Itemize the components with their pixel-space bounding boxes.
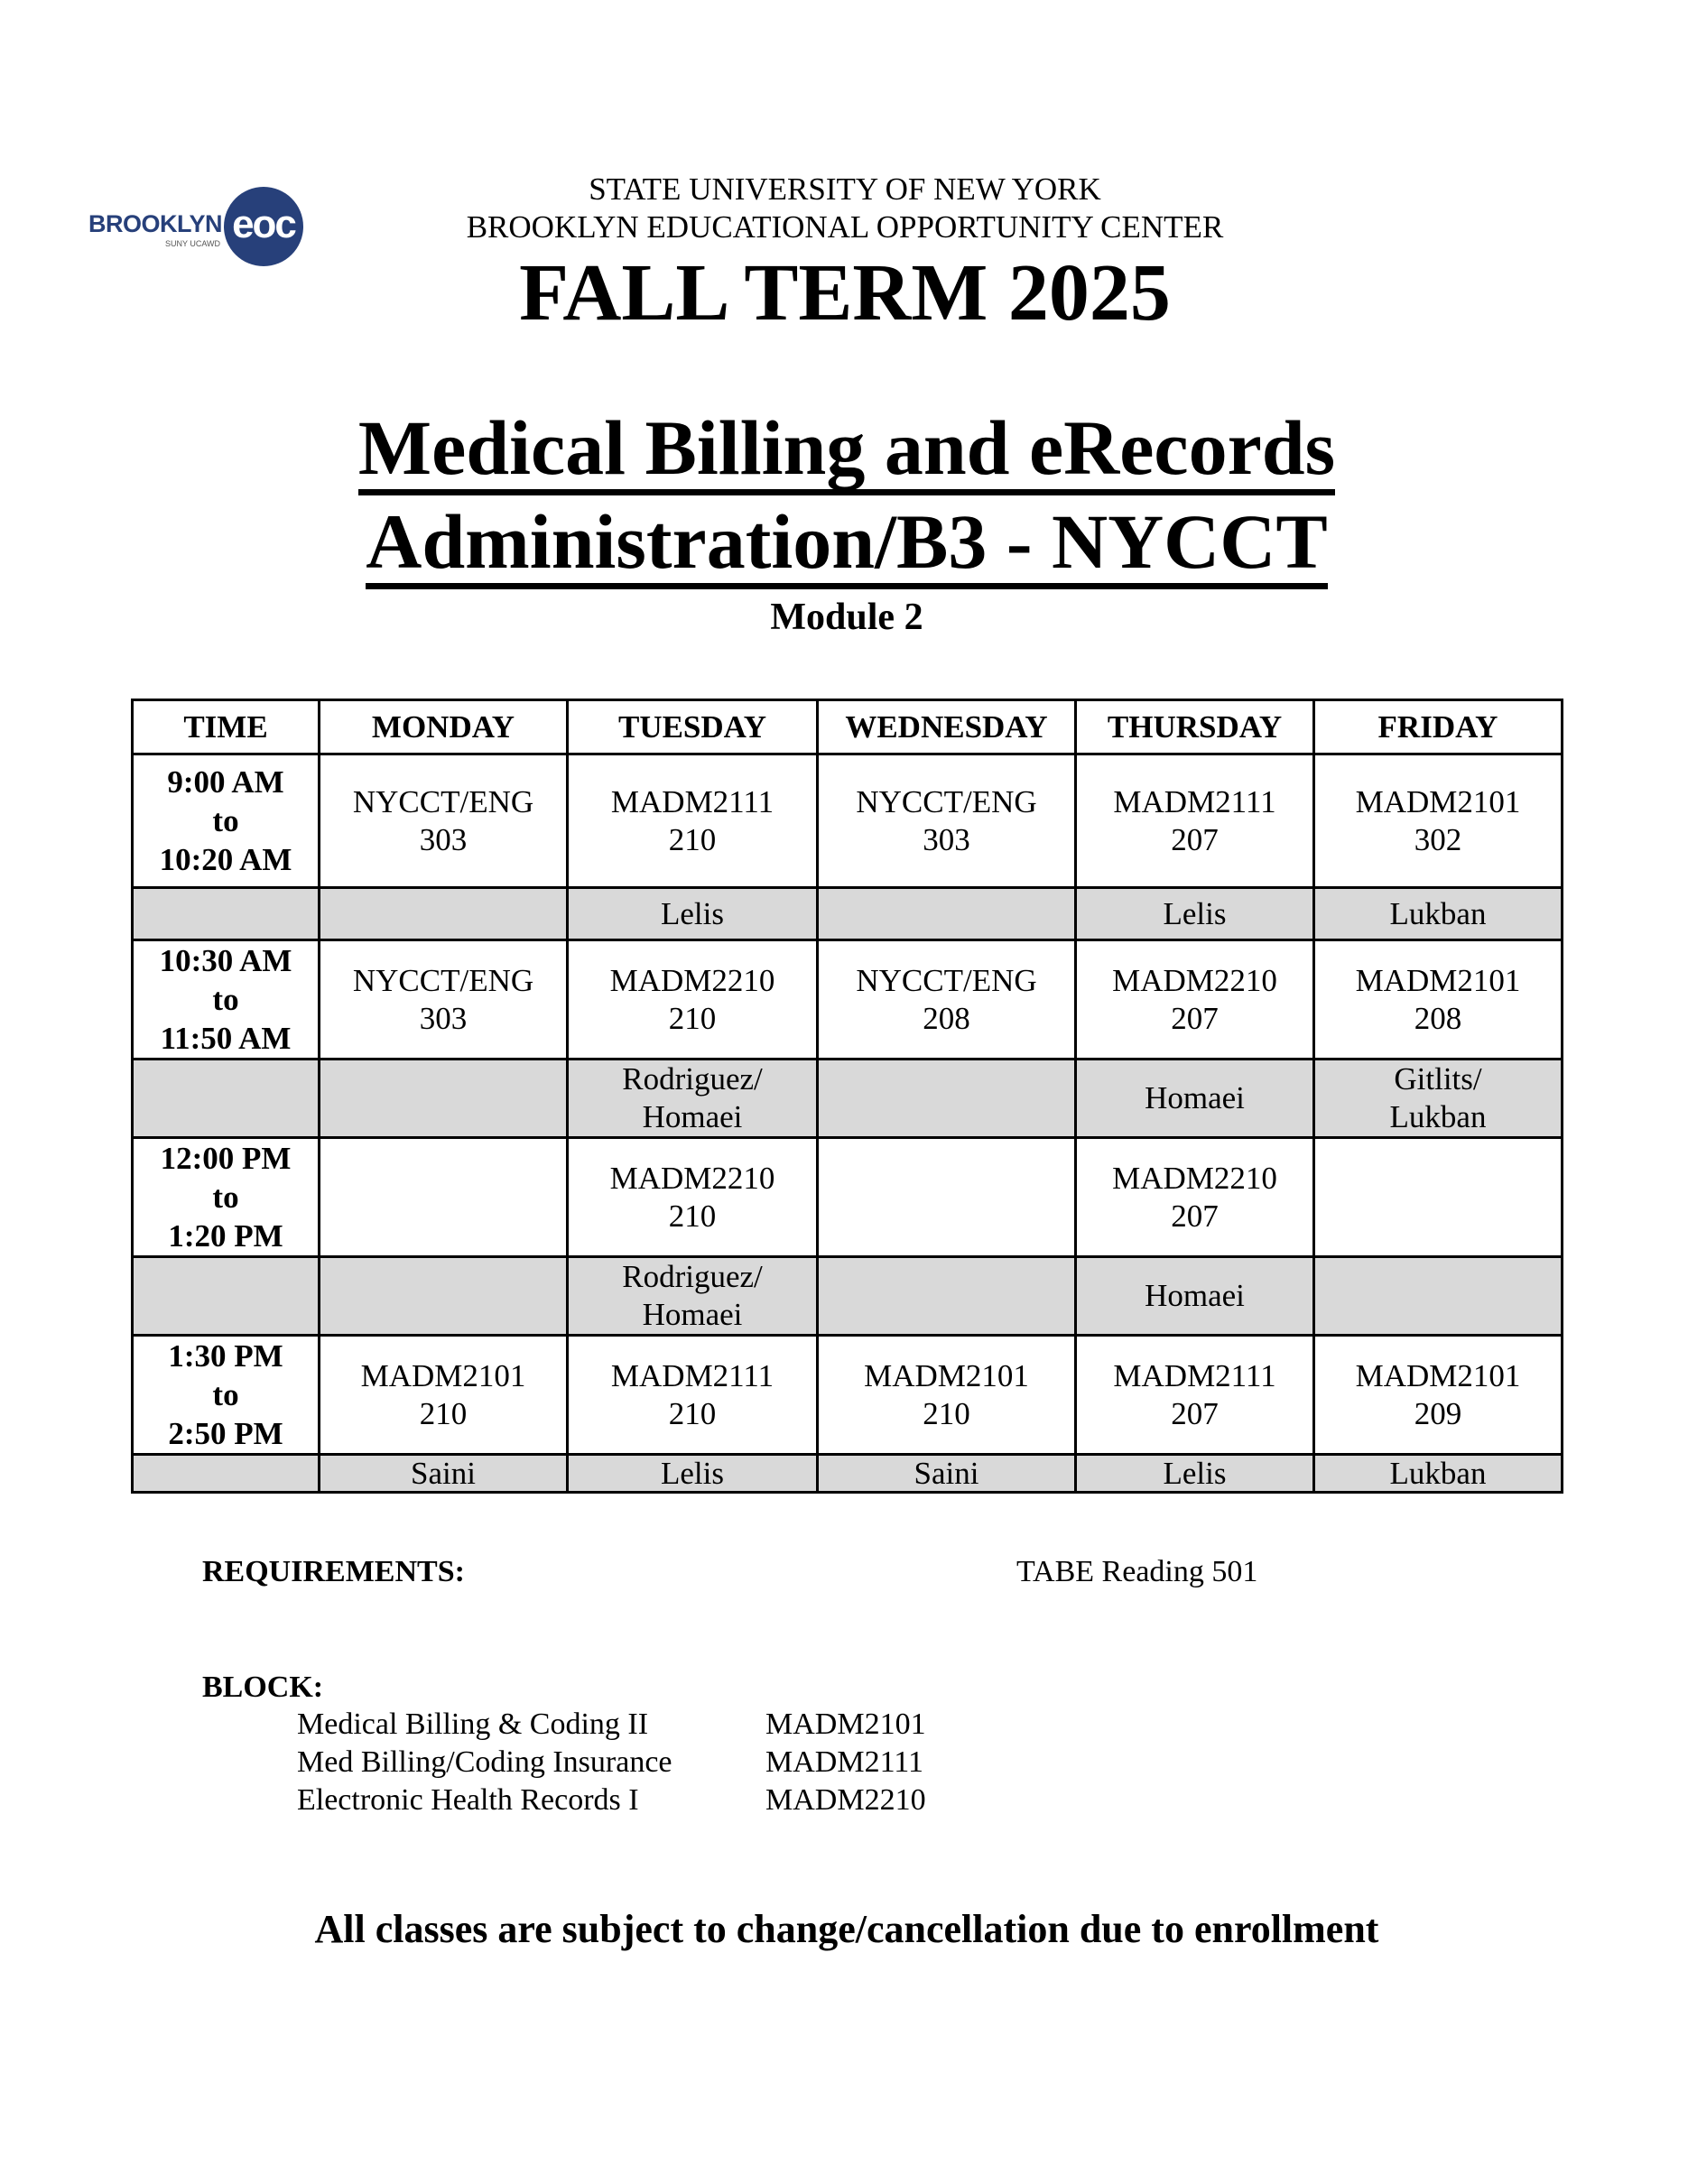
instructor-time-spacer	[133, 888, 320, 940]
block-course-code: MADM2210	[765, 1783, 926, 1817]
course-code: MADM2101	[360, 1357, 526, 1393]
room-number: 207	[1171, 1000, 1219, 1036]
instructor-cell-wednesday	[818, 1455, 1076, 1493]
course-code: NYCCT/ENG	[352, 962, 534, 998]
room-number: 210	[668, 1198, 717, 1234]
room-number: 210	[668, 1000, 717, 1036]
instructor-name: Lelis	[661, 895, 724, 931]
time-text: 10:20 AM	[159, 842, 292, 877]
class-cell-friday	[1314, 754, 1563, 888]
instructor-name: Rodriguez/	[622, 1061, 763, 1097]
instructor-name: Homaei	[642, 1297, 743, 1332]
instructor-time-spacer	[133, 1257, 320, 1336]
program-title-line2	[0, 498, 1688, 589]
instructor-cell-monday	[320, 1455, 568, 1493]
class-cell-thursday	[1076, 1336, 1314, 1455]
room-number: 303	[923, 821, 970, 857]
program-title-line2-text: Administration/B3 - NYCCT	[366, 500, 1328, 589]
instructor-cell-thursday	[1076, 1060, 1314, 1138]
time-text: 1:20 PM	[168, 1218, 283, 1254]
instructor-cell-tuesday	[568, 888, 818, 940]
room-number: 208	[1414, 1000, 1462, 1036]
header-wednesday: WEDNESDAY	[818, 700, 1076, 754]
enrollment-notice: All classes are subject to change/cancellation due to enrollment	[314, 1907, 1379, 1951]
room-number: 210	[668, 1395, 717, 1431]
room-number: 207	[1171, 821, 1219, 857]
class-cell-tuesday	[568, 1336, 818, 1455]
room-number: 302	[1414, 821, 1462, 857]
instructor-cell-wednesday	[818, 888, 1076, 940]
course-code: MADM2111	[1113, 1357, 1276, 1393]
time-text: 9:00 AM	[167, 764, 284, 800]
room-number: 210	[668, 821, 717, 857]
course-code: MADM2101	[1355, 783, 1521, 819]
time-slot-row	[133, 1336, 1563, 1455]
instructor-cell-friday	[1314, 888, 1563, 940]
instructor-row	[133, 1455, 1563, 1493]
instructor-cell-wednesday	[818, 1257, 1076, 1336]
instructor-cell-monday	[320, 888, 568, 940]
institution-name: STATE UNIVERSITY OF NEW YORK	[589, 171, 1101, 207]
class-cell-tuesday	[568, 754, 818, 888]
instructor-time-spacer	[133, 1060, 320, 1138]
course-code: NYCCT/ENG	[856, 962, 1037, 998]
room-number: 210	[419, 1395, 468, 1431]
header-friday: FRIDAY	[1314, 700, 1563, 754]
instructor-cell-monday	[320, 1060, 568, 1138]
class-cell-wednesday	[818, 1336, 1076, 1455]
time-cell	[133, 940, 320, 1060]
instructor-row	[133, 1060, 1563, 1138]
time-cell	[133, 754, 320, 888]
instructor-row	[133, 1257, 1563, 1336]
course-code: MADM2210	[1112, 1160, 1277, 1196]
instructor-name: Homaei	[642, 1099, 743, 1134]
course-code: MADM2101	[1355, 1357, 1521, 1393]
class-cell-thursday	[1076, 754, 1314, 888]
instructor-cell-thursday	[1076, 888, 1314, 940]
course-code: NYCCT/ENG	[352, 783, 534, 819]
class-cell-monday	[320, 754, 568, 888]
time-text: to	[212, 982, 239, 1017]
instructor-name: Saini	[411, 1455, 476, 1491]
room-number: 303	[419, 821, 468, 857]
class-cell-friday	[1314, 1336, 1563, 1455]
table-header-row	[133, 700, 1563, 754]
block-course-code: MADM2111	[765, 1745, 924, 1779]
instructor-cell-friday	[1314, 1455, 1563, 1493]
class-cell-monday	[320, 940, 568, 1060]
block-course-name: Med Billing/Coding Insurance	[297, 1745, 672, 1779]
header-monday: MONDAY	[320, 700, 568, 754]
program-title-line1-text: Medical Billing and eRecords	[358, 406, 1335, 495]
instructor-name: Lelis	[1163, 895, 1227, 931]
block-course	[297, 1706, 1200, 1744]
block-course-code: MADM2101	[765, 1707, 926, 1741]
time-slot-row	[133, 940, 1563, 1060]
class-cell-monday	[320, 1138, 568, 1257]
course-code: NYCCT/ENG	[856, 783, 1037, 819]
course-code: MADM2111	[1113, 783, 1276, 819]
instructor-name: Homaei	[1145, 1278, 1245, 1313]
instructor-name: Lelis	[661, 1455, 724, 1491]
class-cell-wednesday	[818, 940, 1076, 1060]
time-text: to	[212, 1180, 239, 1215]
time-text: 11:50 AM	[160, 1021, 292, 1056]
time-text: 10:30 AM	[159, 943, 292, 978]
requirements-label: REQUIREMENTS:	[202, 1555, 465, 1588]
block-course-name: Medical Billing & Coding II	[297, 1707, 649, 1741]
module-label: Module 2	[770, 597, 923, 638]
instructor-time-spacer	[133, 1455, 320, 1493]
instructor-cell-wednesday	[818, 1060, 1076, 1138]
class-cell-wednesday	[818, 754, 1076, 888]
instructor-name: Lelis	[1163, 1455, 1227, 1491]
course-code: MADM2101	[864, 1357, 1029, 1393]
room-number: 207	[1171, 1198, 1219, 1234]
class-cell-monday	[320, 1336, 568, 1455]
logo-wordmark: BROOKLYN	[88, 210, 223, 237]
logo-badge: eoc	[224, 187, 303, 266]
time-cell	[133, 1336, 320, 1455]
instructor-name: Lukban	[1389, 1099, 1487, 1134]
block-course	[297, 1744, 1200, 1781]
center-name: BROOKLYN EDUCATIONAL OPPORTUNITY CENTER	[466, 209, 1224, 245]
instructor-name: Homaei	[1145, 1080, 1245, 1115]
room-number: 210	[923, 1395, 970, 1431]
class-cell-tuesday	[568, 940, 818, 1060]
requirements-value: TABE Reading 501	[1016, 1555, 1258, 1588]
course-code: MADM2210	[609, 962, 775, 998]
instructor-cell-monday	[320, 1257, 568, 1336]
instructor-name: Lukban	[1389, 895, 1487, 931]
room-number: 208	[923, 1000, 970, 1036]
time-text: 12:00 PM	[160, 1141, 292, 1176]
room-number: 209	[1414, 1395, 1462, 1431]
class-cell-friday	[1314, 1138, 1563, 1257]
time-text: to	[212, 1377, 239, 1412]
course-code: MADM2101	[1355, 962, 1521, 998]
time-cell	[133, 1138, 320, 1257]
block-label: BLOCK:	[202, 1670, 324, 1704]
schedule-table	[131, 699, 1563, 1494]
instructor-name: Gitlits/	[1394, 1061, 1482, 1097]
room-number: 207	[1171, 1395, 1219, 1431]
course-code: MADM2210	[1112, 962, 1277, 998]
program-title-line1	[0, 404, 1688, 495]
instructor-cell-friday	[1314, 1257, 1563, 1336]
logo-tagline: SUNY UCAWD	[165, 239, 221, 248]
instructor-cell-friday	[1314, 1060, 1563, 1138]
instructor-row	[133, 888, 1563, 940]
course-code: MADM2111	[610, 1357, 774, 1393]
course-code: MADM2210	[609, 1160, 775, 1196]
class-cell-friday	[1314, 940, 1563, 1060]
instructor-name: Lukban	[1389, 1455, 1487, 1491]
instructor-name: Saini	[914, 1455, 979, 1491]
instructor-cell-tuesday	[568, 1257, 818, 1336]
time-text: 1:30 PM	[168, 1338, 283, 1374]
class-cell-thursday	[1076, 940, 1314, 1060]
course-code: MADM2111	[610, 783, 774, 819]
block-course-name: Electronic Health Records I	[297, 1783, 639, 1817]
room-number: 303	[419, 1000, 468, 1036]
time-slot-row	[133, 1138, 1563, 1257]
time-text: to	[212, 803, 239, 838]
instructor-cell-thursday	[1076, 1455, 1314, 1493]
instructor-name: Rodriguez/	[622, 1259, 763, 1294]
instructor-cell-tuesday	[568, 1455, 818, 1493]
term-title: FALL TERM 2025	[519, 248, 1171, 338]
class-cell-wednesday	[818, 1138, 1076, 1257]
header-thursday: THURSDAY	[1076, 700, 1314, 754]
block-course	[297, 1781, 1200, 1819]
class-cell-tuesday	[568, 1138, 818, 1257]
instructor-cell-tuesday	[568, 1060, 818, 1138]
class-cell-thursday	[1076, 1138, 1314, 1257]
time-text: 2:50 PM	[168, 1416, 283, 1451]
instructor-cell-thursday	[1076, 1257, 1314, 1336]
header-time: TIME	[133, 700, 320, 754]
time-slot-row	[133, 754, 1563, 888]
header-tuesday: TUESDAY	[568, 700, 818, 754]
